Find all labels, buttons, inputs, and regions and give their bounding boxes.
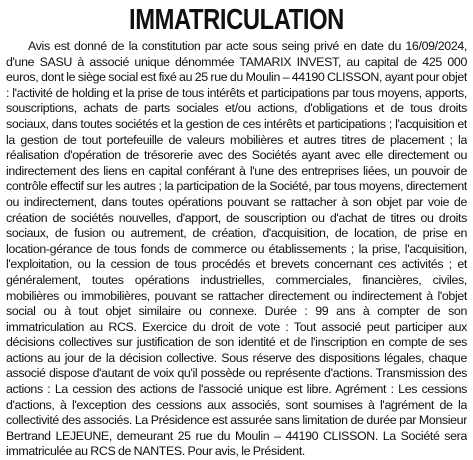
notice-title: IMMATRICULATION — [129, 4, 344, 36]
notice-body: Avis est donné de la constitution par acte sous seing privé en date du 16/09/2024, d'une SASU à associé unique dénommée TAMARIX INVEST, au capital de 425 000 euros, dont le siège social est fixé au 25 rue du Moulin – 44190 CLISSON, ayant pour objet : l'activité de holding et la prise de tous intérêts et participations par tous moyens, apports, souscriptions, achats de parts sociales et/ou actions, d'obligations et de tous droits sociaux, dans toutes sociétés et la gestion de ces intérêts et participations ; l'acquisition et la gestion de tout portefeuille de valeurs mobilières et autres titres de placement ; la réalisation d'opération de trésorerie avec des Sociétés ayant avec elle directement ou indirectement des liens en capital conférant à l'une des entreprises liées, un pouvoir de contrôle effectif sur les autres ; la participation de la Société, par tous moyens, directement ou indirectement, dans toutes opérations pouvant se rattacher à son objet par voie de création de sociétés nouvelles, d'apport, de souscription ou d'achat de titres ou droits sociaux, de fusion ou autrement, de création, d'acquisition, de location, de prise en location-gérance de tous fonds de commerce ou établissements ; la prise, l'acquisition, l'exploitation, ou la cession de tous procédés et brevets concernant ces activités ; et généralement, toutes opérations industrielles, commerciales, financières, civiles, mobilières ou immobilières, pouvant se rattacher directement ou indirectement à l'objet social ou à tout objet similaire ou connexe. Durée : 99 ans à compter de son immatriculation au RCS. Exercice du droit de vote : Tout associé peut participer aux décisions collectives sur justification de son identité et de l'inscription en compte de ses actions au jour de la décision collective. Sous réserve des dispositions légales, chaque associé dispose d'autant de voix qu'il possède ou représente d'actions. Transmission des actions : La cession des actions de l'associé unique est libre. Agrément : Les cessions d'actions, à l'exception des cessions aux associés, sont soumises à l'agrément de la collectivité des associés. La Présidence est assurée sans limitation de durée par Monsieur Bertrand LEJEUNE, demeurant 25 rue du Moulin – 44190 CLISSON. La Société sera immatriculée au RCS de NANTES. Pour avis, le Président. — [6, 39, 467, 459]
